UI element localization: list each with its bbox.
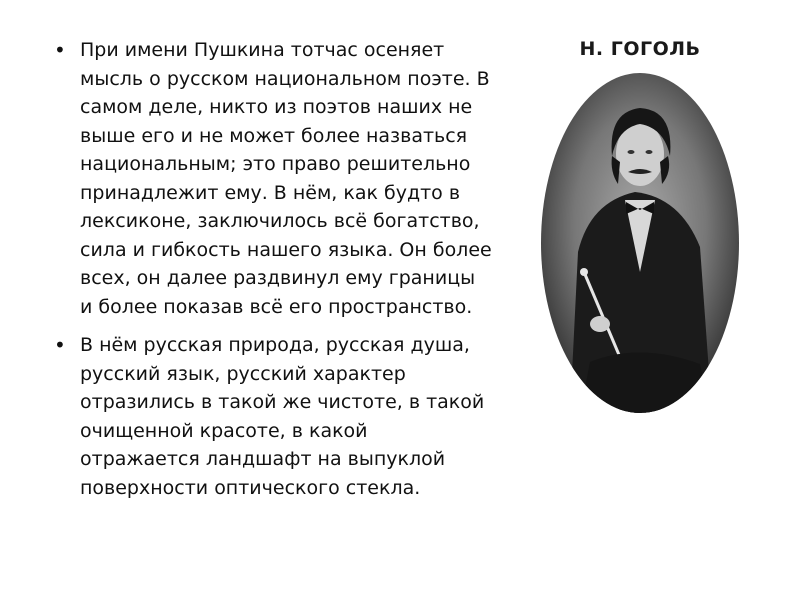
bullet-icon: • bbox=[54, 333, 66, 357]
bullet-text: В нём русская природа, русская душа, русский язык, русский характер отразились в такой же чистоте, в такой очищенной красоте, в какой отражается ландшафт на выпуклой поверхности оптического стекла. bbox=[80, 334, 485, 499]
portrait-image bbox=[540, 72, 740, 414]
portrait-caption: Н. ГОГОЛЬ bbox=[579, 38, 701, 60]
bullet-item bbox=[52, 331, 492, 502]
bullet-list bbox=[52, 36, 492, 512]
bullet-item bbox=[52, 36, 492, 321]
bullet-icon: • bbox=[54, 38, 66, 62]
bullet-text: При имени Пушкина тотчас осеняет мысль о русском национальном поэте. В самом деле, никто из поэтов наших не выше его и не может более назваться национальным; это право решительно принадлежит ему. В нём, как будто в лексиконе, заключилось всё богатство, сила и гибкость нашего языка. Он более всех, он далее раздвинул ему границы и более показав всё его пространство. bbox=[80, 39, 492, 318]
